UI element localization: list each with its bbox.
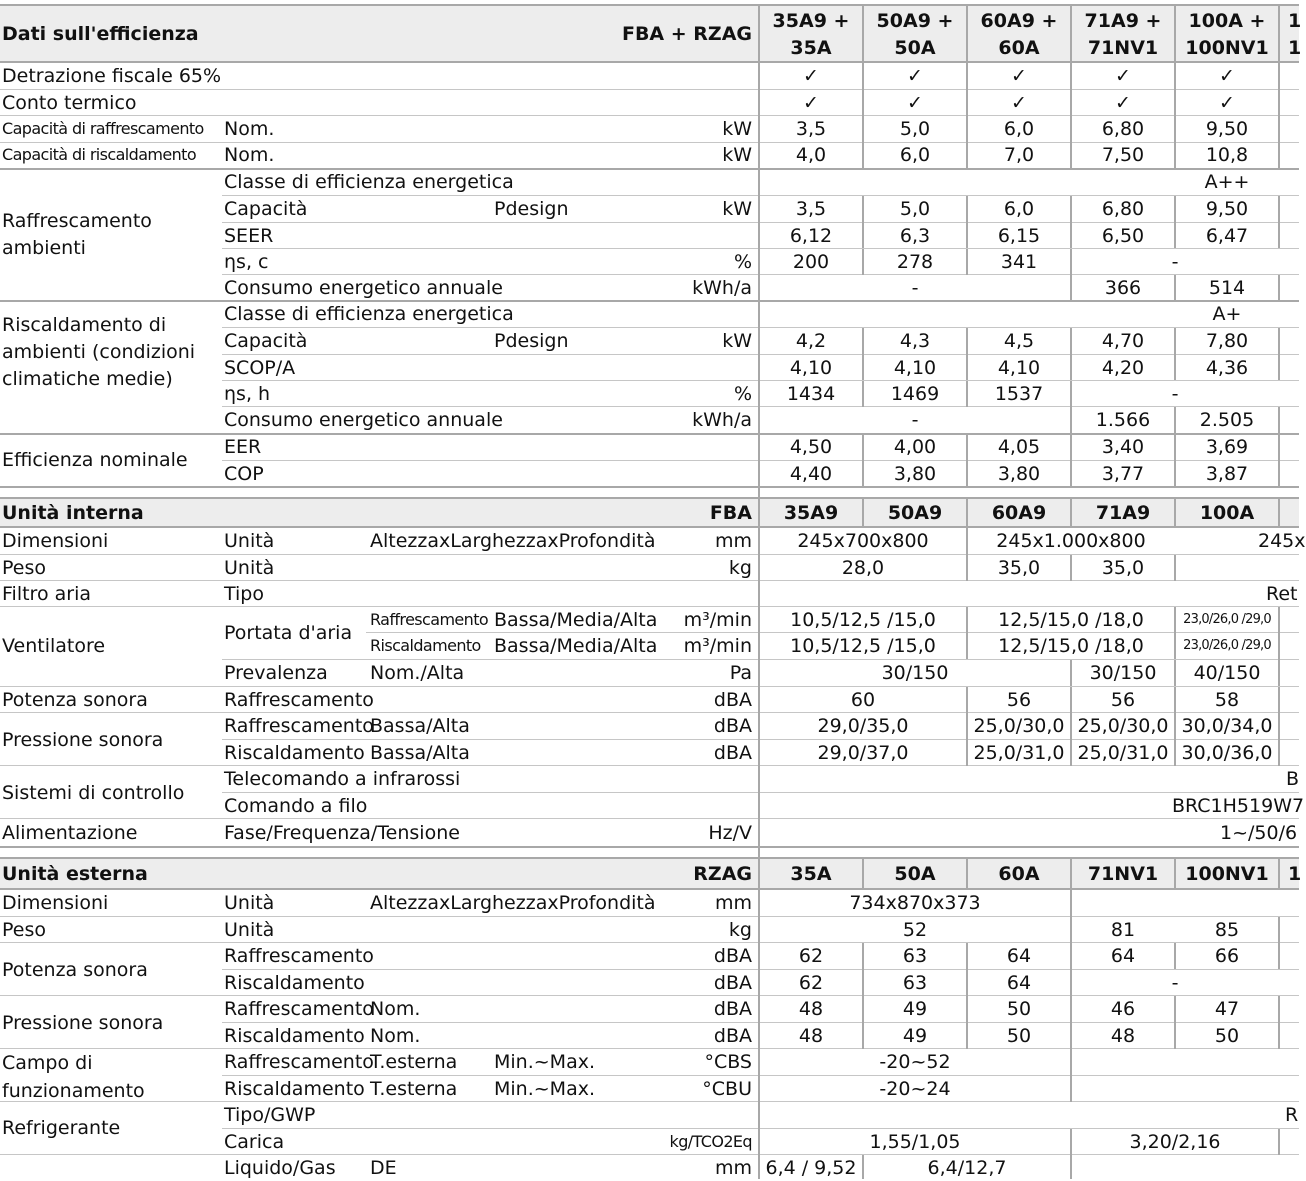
row-unit: kWh/a: [692, 277, 752, 299]
outdoor-model: 1: [1288, 863, 1302, 885]
value-cell: 4,5: [1003, 330, 1035, 352]
row-label-esp: Prevalenza: [224, 662, 328, 684]
row-spec: Bassa/Media/Alta: [494, 609, 658, 631]
value-cell: 3,20/2,16: [1129, 1131, 1221, 1153]
value-cell: 40/150: [1193, 662, 1261, 684]
value-cell: 30,0/36,0: [1181, 742, 1273, 764]
value-cell: 25,0/31,0: [1077, 742, 1169, 764]
row-label-capacity: Capacità: [224, 330, 308, 352]
value-cell: 29,0/37,0: [817, 742, 909, 764]
model-header-line1: 71A9 +: [1084, 10, 1162, 32]
value-cell: 85: [1214, 919, 1240, 941]
check-mark: ✓: [907, 65, 923, 87]
row-label-sound-pressure: Pressione sonora: [2, 1012, 164, 1034]
value-cell: 30,0/34,0: [1181, 715, 1273, 737]
value-cell: 50: [1006, 998, 1032, 1020]
row-label-airflow: Portata d'aria: [224, 622, 353, 644]
outdoor-code: RZAG: [693, 863, 752, 885]
value-cell: -20~24: [879, 1078, 951, 1100]
value-cell: 4,10: [997, 357, 1041, 379]
value-cell: 25,0/31,0: [973, 742, 1065, 764]
indoor-model: 100A: [1199, 502, 1255, 524]
outdoor-title: Unità esterna: [2, 863, 148, 885]
value-cell: 64: [1110, 945, 1136, 967]
value-cell: 6,50: [1101, 225, 1145, 247]
row-sub: Liquido/Gas: [224, 1157, 336, 1179]
value-cell: 1469: [890, 383, 940, 405]
row-spec: Bassa/Alta: [370, 742, 470, 764]
indoor-model: 71A9: [1095, 502, 1151, 524]
row-unit: dBA: [713, 1025, 752, 1047]
indoor-model: 35A9: [783, 502, 839, 524]
value-cell: 25,0/30,0: [1077, 715, 1169, 737]
value-cell: 1537: [994, 383, 1044, 405]
row-unit: kW: [722, 144, 752, 166]
model-header-line1: 35A9 +: [772, 10, 850, 32]
value-cell: 6,47: [1205, 225, 1249, 247]
row-unit: kg/TCO2Eq: [669, 1132, 752, 1151]
row-sub: Unità: [224, 530, 275, 552]
check-mark: ✓: [1011, 92, 1027, 114]
row-unit: °CBU: [702, 1078, 752, 1100]
row-sub: Raffrescamento: [224, 715, 374, 737]
row-label-consumption: Consumo energetico annuale: [224, 409, 503, 431]
value-cell: 50: [1214, 1025, 1240, 1047]
dash-cell: -: [1171, 972, 1179, 994]
value-cell: 12,5/15,0 /18,0: [998, 635, 1144, 657]
row-unit: %: [733, 251, 752, 273]
value-cell: 6,80: [1101, 198, 1145, 220]
row-sub: Nom.: [224, 118, 275, 140]
value-cell: 66: [1214, 945, 1240, 967]
value-cell: Ret: [1266, 583, 1298, 605]
row-sub: Riscaldamento: [224, 1025, 365, 1047]
value-cell: 29,0/35,0: [817, 715, 909, 737]
value-cell: 9,50: [1205, 118, 1249, 140]
outdoor-model: 35A: [790, 863, 832, 885]
row-label-tax: Detrazione fiscale 65%: [2, 65, 222, 87]
value-cell: 49: [902, 998, 928, 1020]
energy-class: A+: [1212, 303, 1242, 325]
model-header-line1: 50A9 +: [876, 10, 954, 32]
value-cell: 9,50: [1205, 198, 1249, 220]
value-cell: 3,80: [893, 463, 937, 485]
group-label-space-heat: Riscaldamento di ambienti (condizioni climatiche medie): [2, 314, 196, 390]
row-sub: Unità: [224, 892, 275, 914]
model-header-line2: 60A: [998, 37, 1040, 59]
value-cell: 6,0: [899, 144, 931, 166]
value-cell: 46: [1110, 998, 1136, 1020]
row-label-power-supply: Alimentazione: [2, 822, 138, 844]
row-sub: Comando a filo: [224, 795, 368, 817]
value-cell: 3,40: [1101, 436, 1145, 458]
value-cell: 62: [798, 945, 824, 967]
value-cell: 48: [798, 998, 824, 1020]
value-cell: 30/150: [881, 662, 949, 684]
value-cell: 6,12: [789, 225, 833, 247]
value-cell: 28,0: [841, 557, 885, 579]
row-unit: °CBS: [704, 1051, 752, 1073]
value-cell: 62: [798, 972, 824, 994]
row-sub: Riscaldamento: [370, 636, 481, 655]
row-unit: dBA: [713, 742, 752, 764]
row-sub: Riscaldamento: [224, 1078, 365, 1100]
value-cell: 4,20: [1101, 357, 1145, 379]
row-unit: kWh/a: [692, 409, 752, 431]
row-unit: dBA: [713, 715, 752, 737]
indoor-title: Unità interna: [2, 502, 144, 524]
row-unit: dBA: [713, 998, 752, 1020]
row-unit: mm: [714, 1157, 752, 1179]
row-unit: mm: [714, 892, 752, 914]
value-cell: 25,0/30,0: [973, 715, 1065, 737]
value-cell: 4,0: [795, 144, 827, 166]
value-cell: 366: [1104, 277, 1142, 299]
value-cell: 4,05: [997, 436, 1041, 458]
row-spec: Min.~Max.: [494, 1051, 595, 1073]
value-cell: 6,15: [997, 225, 1041, 247]
value-cell: 56: [1110, 689, 1136, 711]
outdoor-model: 60A: [998, 863, 1040, 885]
indoor-model: 50A9: [887, 502, 943, 524]
value-cell: 7,80: [1205, 330, 1249, 352]
dash-cell: -: [911, 409, 919, 431]
row-sub: Raffrescamento: [224, 689, 374, 711]
value-cell: 7,0: [1003, 144, 1035, 166]
value-cell: 10,5/12,5 /15,0: [790, 635, 936, 657]
model-header-line2: 50A: [894, 37, 936, 59]
value-cell: 30/150: [1089, 662, 1157, 684]
value-cell: 50: [1006, 1025, 1032, 1047]
value-cell: 1434: [786, 383, 836, 405]
value-cell: B: [1286, 768, 1300, 790]
row-sub: Raffrescamento: [370, 610, 489, 629]
outdoor-model: 100NV1: [1185, 863, 1269, 885]
row-sub: Unità: [224, 557, 275, 579]
value-cell: 4,36: [1205, 357, 1249, 379]
value-cell: 63: [902, 972, 928, 994]
row-sub: Raffrescamento: [224, 1051, 374, 1073]
efficiency-title: Dati sull'efficienza: [2, 23, 199, 45]
indoor-code: FBA: [709, 502, 752, 524]
model-header-line2: 100NV1: [1185, 37, 1269, 59]
value-cell: 514: [1208, 277, 1246, 299]
row-label-eer: EER: [224, 436, 262, 458]
value-cell: 4,3: [899, 330, 931, 352]
dash-cell: -: [1171, 383, 1179, 405]
check-mark: ✓: [1115, 92, 1131, 114]
row-label-conto: Conto termico: [2, 92, 137, 114]
row-spec: Nom.: [370, 998, 421, 1020]
value-cell: 47: [1214, 998, 1240, 1020]
value-cell: 35,0: [1101, 557, 1145, 579]
row-label-filter: Filtro aria: [2, 583, 91, 605]
row-label-refrigerant: Refrigerante: [2, 1117, 121, 1139]
value-cell: 1.566: [1095, 409, 1151, 431]
model-header-line2: 71NV1: [1087, 37, 1159, 59]
row-unit: m³/min: [683, 635, 752, 657]
indoor-model: 60A9: [991, 502, 1047, 524]
value-cell: 6,0: [1003, 198, 1035, 220]
row-sub: Riscaldamento: [224, 742, 365, 764]
row-unit: Hz/V: [708, 822, 752, 844]
value-cell: 52: [902, 919, 928, 941]
value-cell: 23,0/26,0 /29,0: [1183, 612, 1271, 627]
value-cell: 1,55/1,05: [869, 1131, 961, 1153]
energy-class: A++: [1204, 171, 1250, 193]
value-cell: 35,0: [997, 557, 1041, 579]
dash-cell: -: [1171, 251, 1179, 273]
row-unit: mm: [714, 530, 752, 552]
row-unit: Pa: [729, 662, 752, 684]
value-cell: 2.505: [1199, 409, 1255, 431]
row-label-sound-pressure: Pressione sonora: [2, 729, 164, 751]
model-header-line2: 35A: [790, 37, 832, 59]
value-cell: 245x: [1258, 530, 1306, 552]
model-header-line1: 60A9 +: [980, 10, 1058, 32]
row-sub: Telecomando a infrarossi: [224, 768, 461, 790]
row-label-control: Sistemi di controllo: [2, 782, 185, 804]
row-label-operating-range: Campo di funzionamento: [2, 1052, 145, 1102]
row-sub: Pdesign: [494, 330, 569, 352]
value-cell: 200: [792, 251, 830, 273]
value-cell: 48: [1110, 1025, 1136, 1047]
row-spec: Bassa/Alta: [370, 715, 470, 737]
value-cell: 734x870x373: [849, 892, 981, 914]
row-label-class: Classe di efficienza energetica: [224, 303, 514, 325]
row-spec: T.esterna: [370, 1051, 458, 1073]
row-spec: Nom.: [370, 1025, 421, 1047]
value-cell: 6,0: [1003, 118, 1035, 140]
row-label-consumption: Consumo energetico annuale: [224, 277, 503, 299]
row-label-scop: SCOP/A: [224, 357, 296, 379]
check-mark: ✓: [1115, 65, 1131, 87]
efficiency-combo-label: FBA + RZAG: [621, 23, 752, 45]
value-cell: 1~/50/6: [1220, 822, 1298, 844]
row-label-class: Classe di efficienza energetica: [224, 171, 514, 193]
value-cell: 4,70: [1101, 330, 1145, 352]
row-sub: Pdesign: [494, 198, 569, 220]
row-label-seer: SEER: [224, 225, 274, 247]
row-label-fan: Ventilatore: [2, 635, 106, 657]
row-sub: Tipo: [224, 583, 264, 605]
value-cell: -20~52: [879, 1051, 951, 1073]
value-cell: BRC1H519W7: [1172, 795, 1305, 817]
value-cell: 278: [896, 251, 934, 273]
row-unit: dBA: [713, 972, 752, 994]
value-cell: 5,0: [899, 118, 931, 140]
row-sub: Unità: [224, 919, 275, 941]
value-cell: 48: [798, 1025, 824, 1047]
value-cell: 56: [1006, 689, 1032, 711]
row-sub: Carica: [224, 1131, 285, 1153]
row-spec: DE: [370, 1157, 397, 1179]
value-cell: 64: [1006, 945, 1032, 967]
row-sub: Tipo/GWP: [224, 1104, 316, 1126]
row-unit: dBA: [713, 689, 752, 711]
model-header-line1: 1: [1288, 10, 1302, 32]
value-cell: 60: [850, 689, 876, 711]
row-sub: Raffrescamento: [224, 945, 374, 967]
value-cell: 12,5/15,0 /18,0: [998, 609, 1144, 631]
row-spec: Bassa/Media/Alta: [494, 635, 658, 657]
outdoor-model: 71NV1: [1087, 863, 1159, 885]
row-label-cap-heat: Capacità di riscaldamento: [2, 145, 197, 164]
value-cell: 3,69: [1205, 436, 1249, 458]
row-label-dims: Dimensioni: [2, 892, 109, 914]
row-label-weight: Peso: [2, 919, 46, 941]
row-sub: Raffrescamento: [224, 998, 374, 1020]
value-cell: 4,50: [789, 436, 833, 458]
check-mark: ✓: [1219, 65, 1235, 87]
value-cell: 3,5: [795, 198, 827, 220]
row-spec: Nom./Alta: [370, 662, 465, 684]
value-cell: 245x700x800: [797, 530, 929, 552]
row-spec: Min.~Max.: [494, 1078, 595, 1100]
row-label-dims: Dimensioni: [2, 530, 109, 552]
row-unit: dBA: [713, 945, 752, 967]
value-cell: 58: [1214, 689, 1240, 711]
row-sub: Nom.: [224, 144, 275, 166]
value-cell: 81: [1110, 919, 1136, 941]
row-label-weight: Peso: [2, 557, 46, 579]
row-label-sound-power: Potenza sonora: [2, 959, 148, 981]
row-spec: AltezzaxLarghezzaxProfondità: [370, 530, 656, 552]
row-unit: %: [733, 383, 752, 405]
value-cell: 49: [902, 1025, 928, 1047]
value-cell: 6,4 / 9,52: [765, 1157, 857, 1179]
check-mark: ✓: [907, 92, 923, 114]
row-unit: kW: [722, 330, 752, 352]
row-sub: Fase/Frequenza/Tensione: [224, 822, 460, 844]
group-label-space-cool: Raffrescamento ambienti: [2, 210, 152, 259]
check-mark: ✓: [1219, 92, 1235, 114]
value-cell: 4,40: [789, 463, 833, 485]
value-cell: 4,2: [795, 330, 827, 352]
outdoor-model: 50A: [894, 863, 936, 885]
value-cell: 245x1.000x800: [996, 530, 1146, 552]
check-mark: ✓: [803, 65, 819, 87]
value-cell: R: [1285, 1104, 1299, 1126]
row-spec: AltezzaxLarghezzaxProfondità: [370, 892, 656, 914]
row-unit: kW: [722, 118, 752, 140]
value-cell: 4,10: [893, 357, 937, 379]
row-label-eta: ηs, c: [224, 251, 269, 273]
group-label-nominal: Efficienza nominale: [2, 449, 188, 471]
check-mark: ✓: [803, 92, 819, 114]
row-label-cop: COP: [224, 463, 264, 485]
value-cell: 64: [1006, 972, 1032, 994]
row-sub: Riscaldamento: [224, 972, 365, 994]
row-spec: T.esterna: [370, 1078, 458, 1100]
value-cell: 10,5/12,5 /15,0: [790, 609, 936, 631]
value-cell: 5,0: [899, 198, 931, 220]
value-cell: 6,80: [1101, 118, 1145, 140]
row-label-eta: ηs, h: [224, 383, 271, 405]
model-header-line1: 100A +: [1188, 10, 1266, 32]
row-label-sound-power: Potenza sonora: [2, 689, 148, 711]
value-cell: 10,8: [1205, 144, 1249, 166]
value-cell: 23,0/26,0 /29,0: [1183, 638, 1271, 653]
value-cell: 3,87: [1205, 463, 1249, 485]
value-cell: 4,00: [893, 436, 937, 458]
value-cell: 3,77: [1101, 463, 1145, 485]
row-unit: kW: [722, 198, 752, 220]
row-unit: m³/min: [683, 609, 752, 631]
model-header-line2: 1: [1288, 37, 1302, 59]
row-label-cap-cool: Capacità di raffrescamento: [2, 119, 204, 138]
row-unit: kg: [728, 919, 752, 941]
dash-cell: -: [911, 277, 919, 299]
value-cell: 6,3: [899, 225, 931, 247]
row-unit: kg: [728, 557, 752, 579]
value-cell: 3,80: [997, 463, 1041, 485]
value-cell: 341: [1000, 251, 1038, 273]
value-cell: 3,5: [795, 118, 827, 140]
row-label-capacity: Capacità: [224, 198, 308, 220]
value-cell: 4,10: [789, 357, 833, 379]
value-cell: 6,4/12,7: [927, 1157, 1007, 1179]
value-cell: 7,50: [1101, 144, 1145, 166]
value-cell: 63: [902, 945, 928, 967]
check-mark: ✓: [1011, 65, 1027, 87]
